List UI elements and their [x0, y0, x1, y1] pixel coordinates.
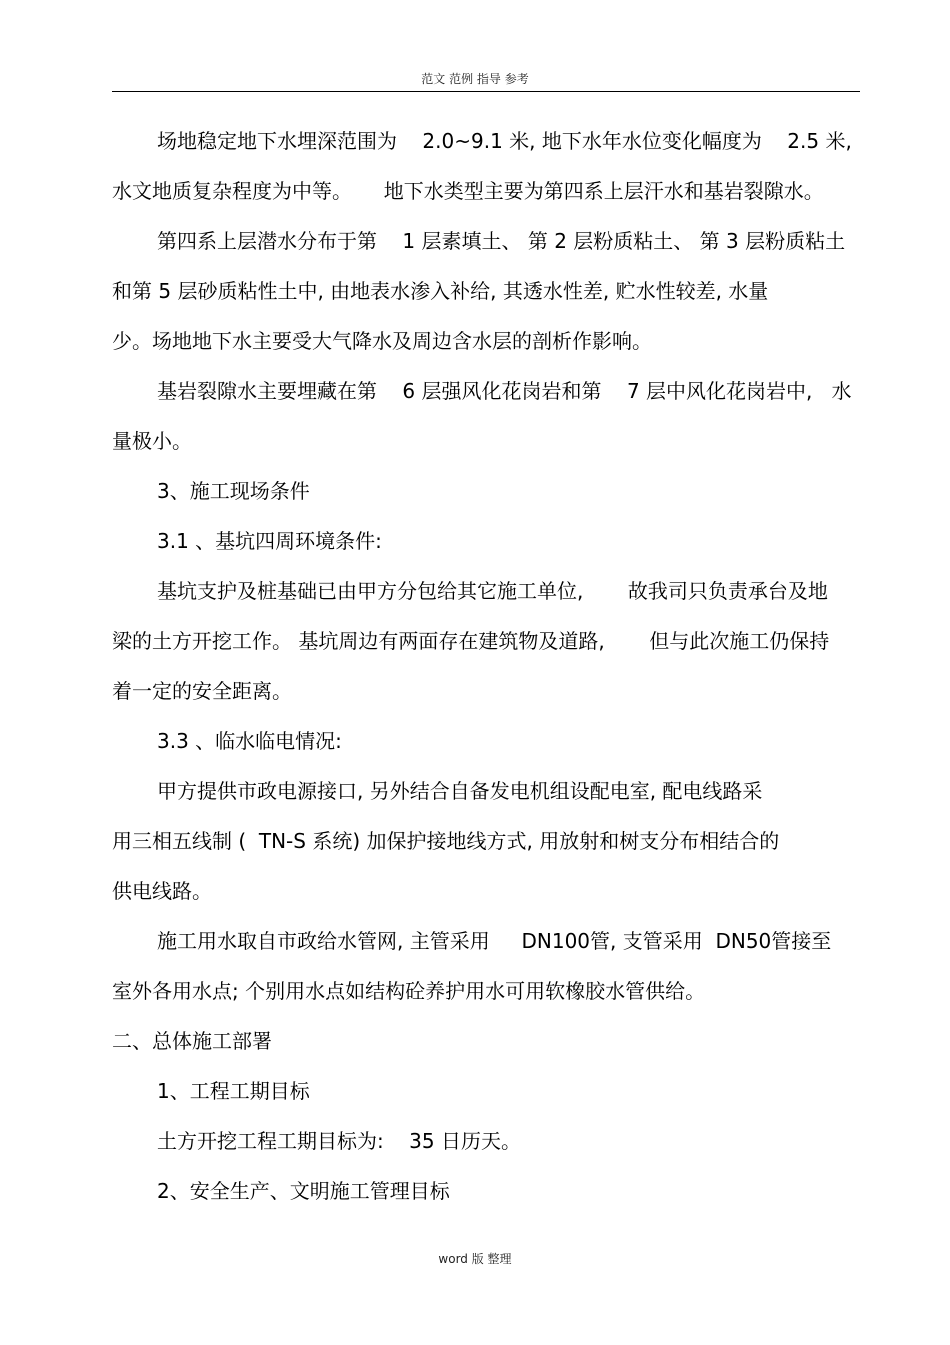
body-line: 着一定的安全距离。: [112, 679, 292, 703]
body-line: 甲方提供市政电源接口, 另外结合自备发电机组设配电室, 配电线路采: [157, 779, 763, 803]
body-line: 供电线路。: [112, 879, 212, 903]
header-divider: [112, 91, 860, 92]
body-line: 梁的土方开挖工作。 基坑周边有两面存在建筑物及道路, 但与此次施工仍保持: [112, 629, 830, 653]
body-line: 施工用水取自市政给水管网, 主管采用 DN100管, 支管采用 DN50管接至: [157, 929, 832, 953]
body-line: 用三相五线制 ( TN-S 系统) 加保护接地线方式, 用放射和树支分布相结合的: [112, 829, 780, 853]
subsection-heading: 3.3 、临水临电情况:: [157, 729, 342, 753]
body-line: 水文地质复杂程度为中等。 地下水类型主要为第四系上层汗水和基岩裂隙水。: [112, 179, 824, 203]
body-line: 基岩裂隙水主要埋藏在第 6 层强风化花岗岩和第 7 层中风化花岗岩中, 水: [157, 379, 852, 403]
body-line: 和第 5 层砂质粘性土中, 由地表水渗入补给, 其透水性差, 贮水性较差, 水量: [112, 279, 769, 303]
page-footer: word 版 整理: [438, 1252, 512, 1266]
body-line: 场地稳定地下水埋深范围为 2.0~9.1 米, 地下水年水位变化幅度为 2.5 米,: [157, 129, 852, 153]
body-line: 量极小。: [112, 429, 192, 453]
section-heading: 2、安全生产、文明施工管理目标: [157, 1179, 450, 1203]
body-line: 基坑支护及桩基础已由甲方分包给其它施工单位, 故我司只负责承台及地: [157, 579, 828, 603]
section-heading: 1、工程工期目标: [157, 1079, 310, 1103]
body-line: 土方开挖工程工期目标为: 35 日历天。: [157, 1129, 521, 1153]
chapter-heading: 二、总体施工部署: [112, 1029, 272, 1053]
subsection-heading: 3.1 、基坑四周环境条件:: [157, 529, 382, 553]
body-line: 第四系上层潜水分布于第 1 层素填土、 第 2 层粉质粘土、 第 3 层粉质粘土: [157, 229, 846, 253]
body-line: 室外各用水点; 个别用水点如结构砼养护用水可用软橡胶水管供给。: [112, 979, 706, 1003]
page-header: 范文 范例 指导 参考: [421, 72, 529, 86]
body-line: 少。场地地下水主要受大气降水及周边含水层的剖析作影响。: [112, 329, 652, 353]
section-heading: 3、施工现场条件: [157, 479, 310, 503]
